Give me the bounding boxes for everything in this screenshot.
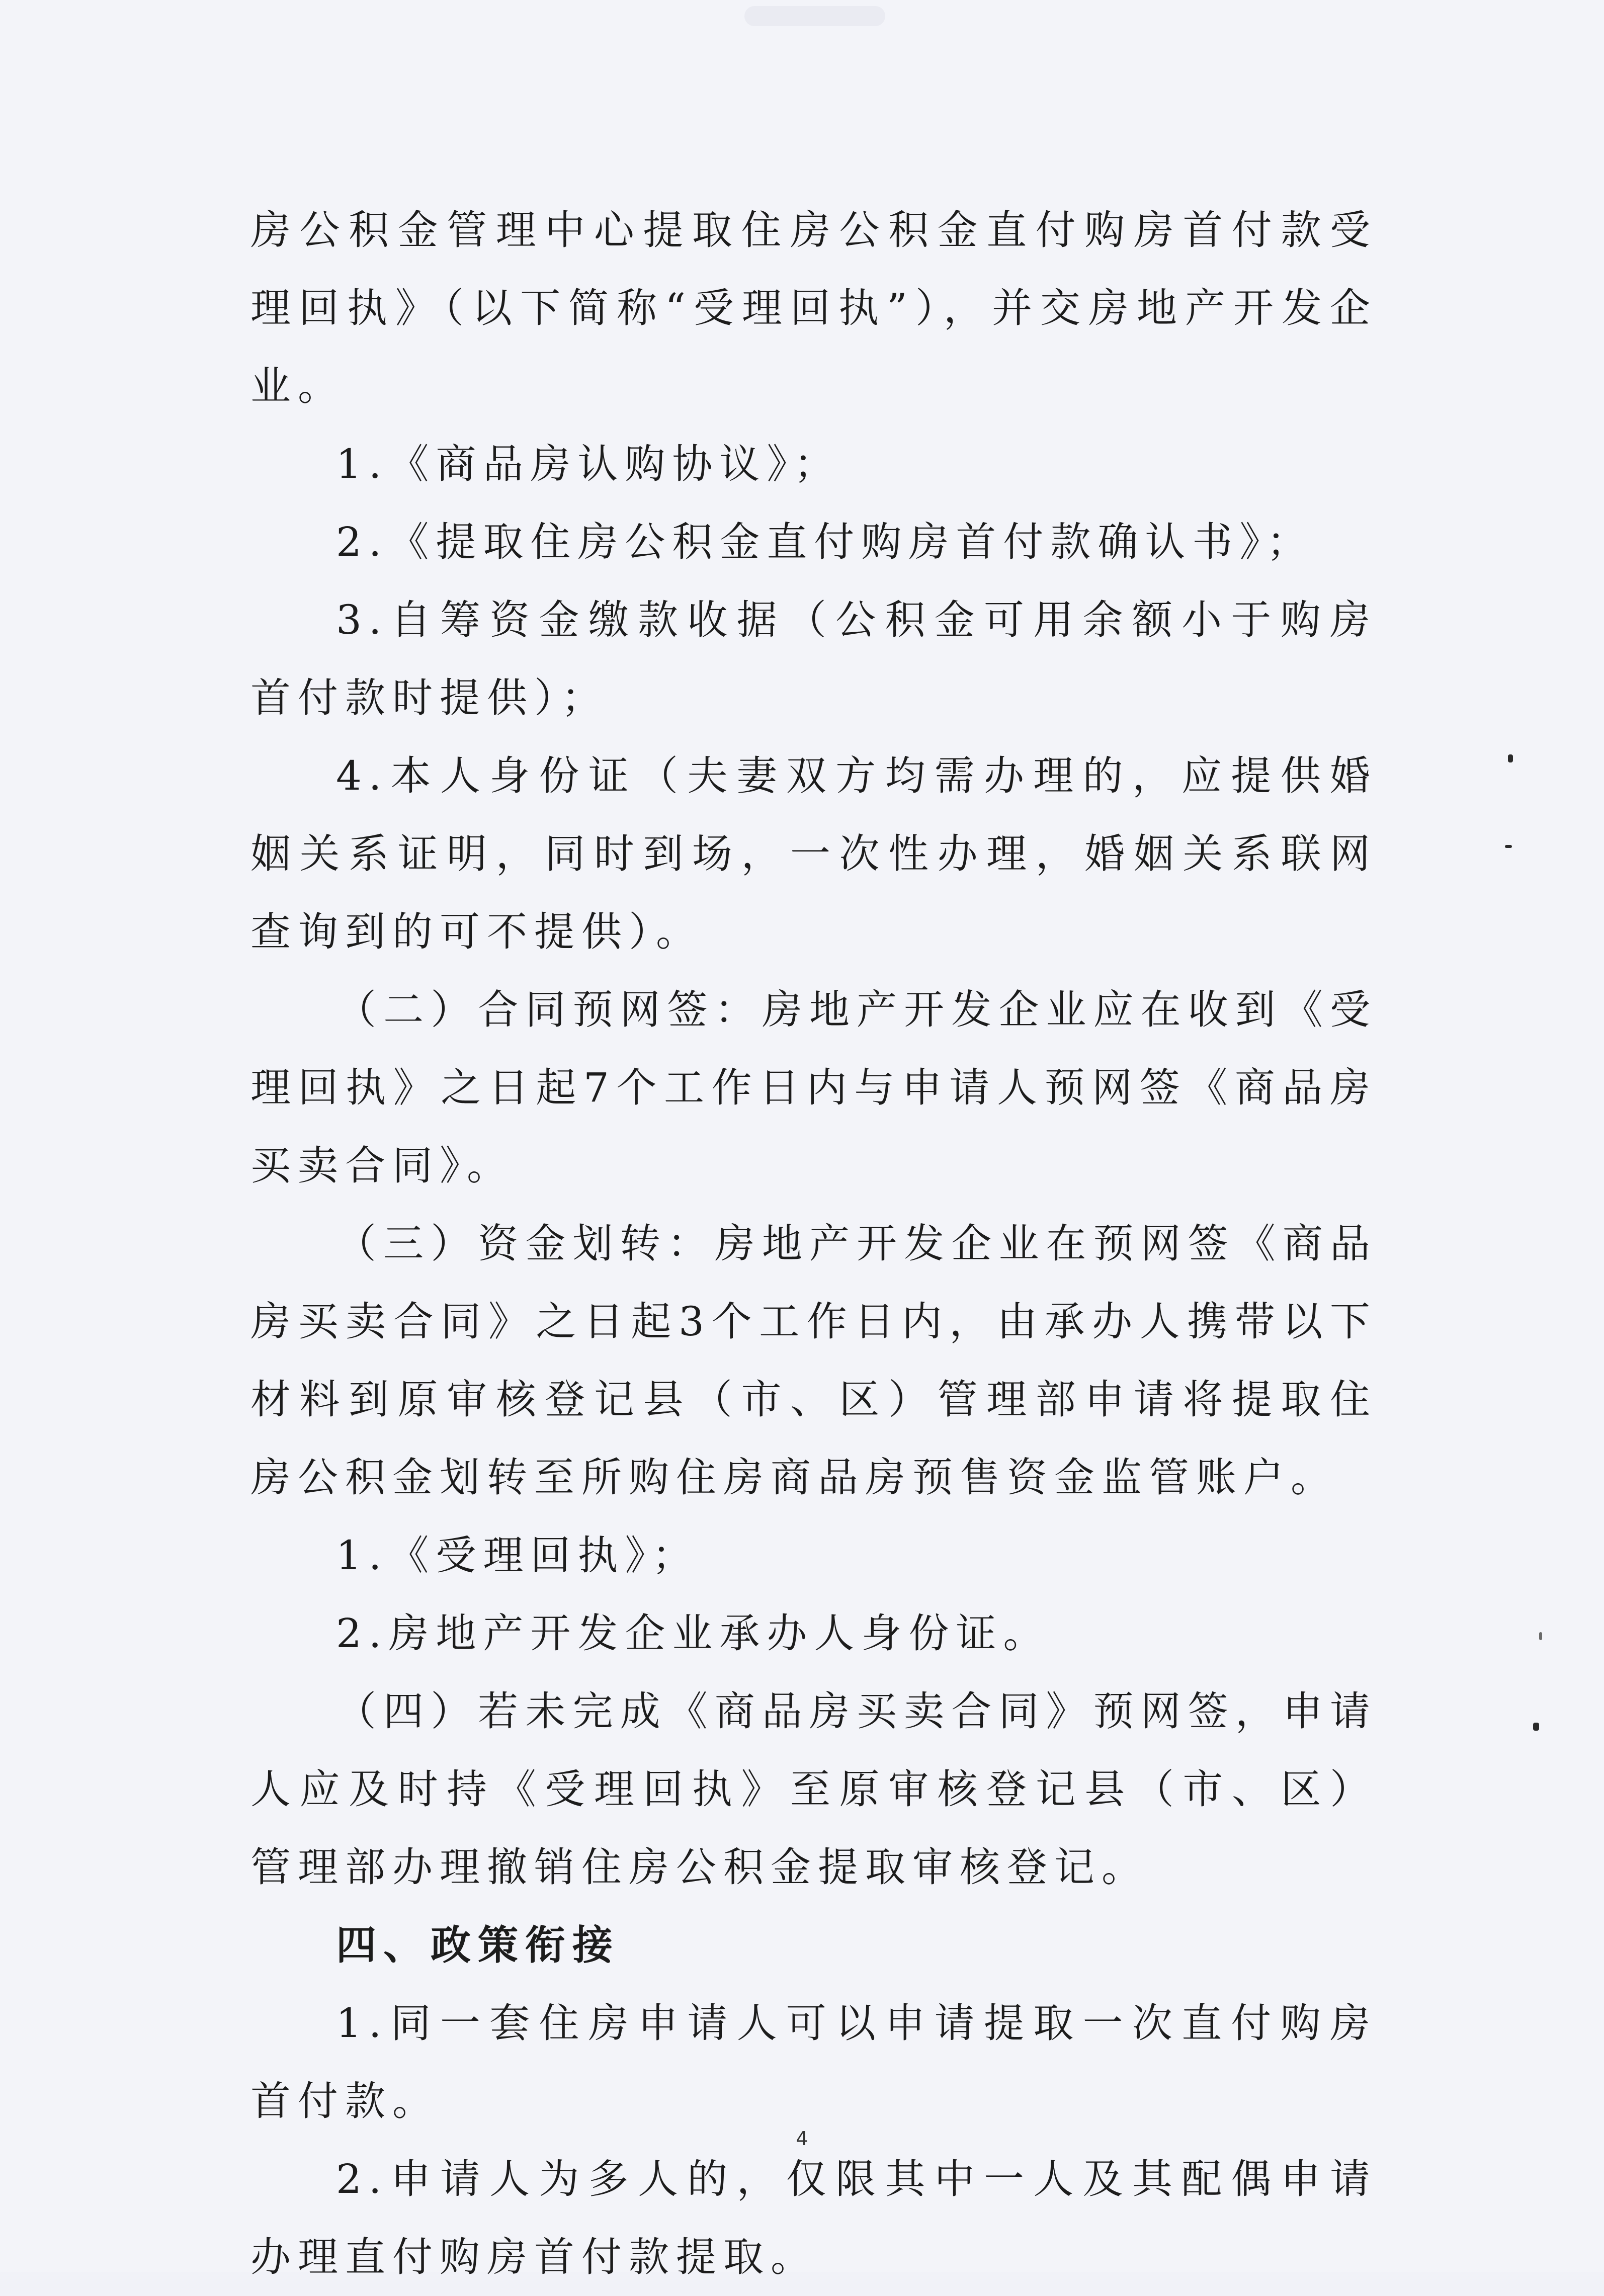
list-item-payment-receipt: 3.自筹资金缴款收据（公积金可用余额小于购房首付款时提供）； (250, 597, 1377, 721)
paragraph-policy-one: 1.同一套住房申请人可以申请提取一次直付购房首付款。 (250, 2000, 1377, 2124)
scan-speck (1508, 754, 1513, 762)
section-heading-policy: 四、政策衔接 (336, 1922, 620, 1969)
page-number: 4 (796, 2128, 808, 2150)
list-item-confirmation-letter: 2.《提取住房公积金直付购房首付款确认书》； (336, 519, 1314, 565)
list-item-agent-id: 2.房地产开发企业承办人身份证。 (336, 1610, 1051, 1657)
list-item-id-card: 4.本人身份证（夫妻双方均需办理的，应提供婚姻关系证明，同时到场，一次性办理，婚姻关系联网查询到的可不提供）。 (250, 752, 1377, 955)
scan-speck (1505, 845, 1512, 848)
scan-speck (1539, 1632, 1542, 1640)
scan-speck (1533, 1723, 1539, 1731)
document-body (250, 191, 1377, 2296)
list-item-subscription-agreement: 1.《商品房认购协议》； (336, 441, 841, 487)
scan-mark (744, 6, 885, 26)
paragraph-fund-transfer: （三）资金划转：房地产开发企业在预网签《商品房买卖合同》之日起3个工作日内，由承办人携带以下材料到原审核登记县（市、区）管理部申请将提取住房公积金划转至所购住房商品房预售资金监管账户。 (250, 1220, 1377, 1501)
paragraph-contract-presigning: （二）合同预网签：房地产开发企业应在收到《受理回执》之日起7个工作日内与申请人预网签《商品房买卖合同》。 (250, 986, 1377, 1189)
paragraph-policy-two: 2.申请人为多人的，仅限其中一人及其配偶申请办理直付购房首付款提取。 (250, 2156, 1377, 2280)
paragraph-cancellation: （四）若未完成《商品房买卖合同》预网签，申请人应及时持《受理回执》至原审核登记县（市、区）管理部办理撤销住房公积金提取审核登记。 (250, 1688, 1377, 1891)
paragraph-receipt-intro: 房公积金管理中心提取住房公积金直付购房首付款受理回执》（以下简称“受理回执”），并交房地产开发企业。 (250, 207, 1377, 409)
list-item-acceptance-receipt: 1.《受理回执》； (336, 1532, 700, 1579)
